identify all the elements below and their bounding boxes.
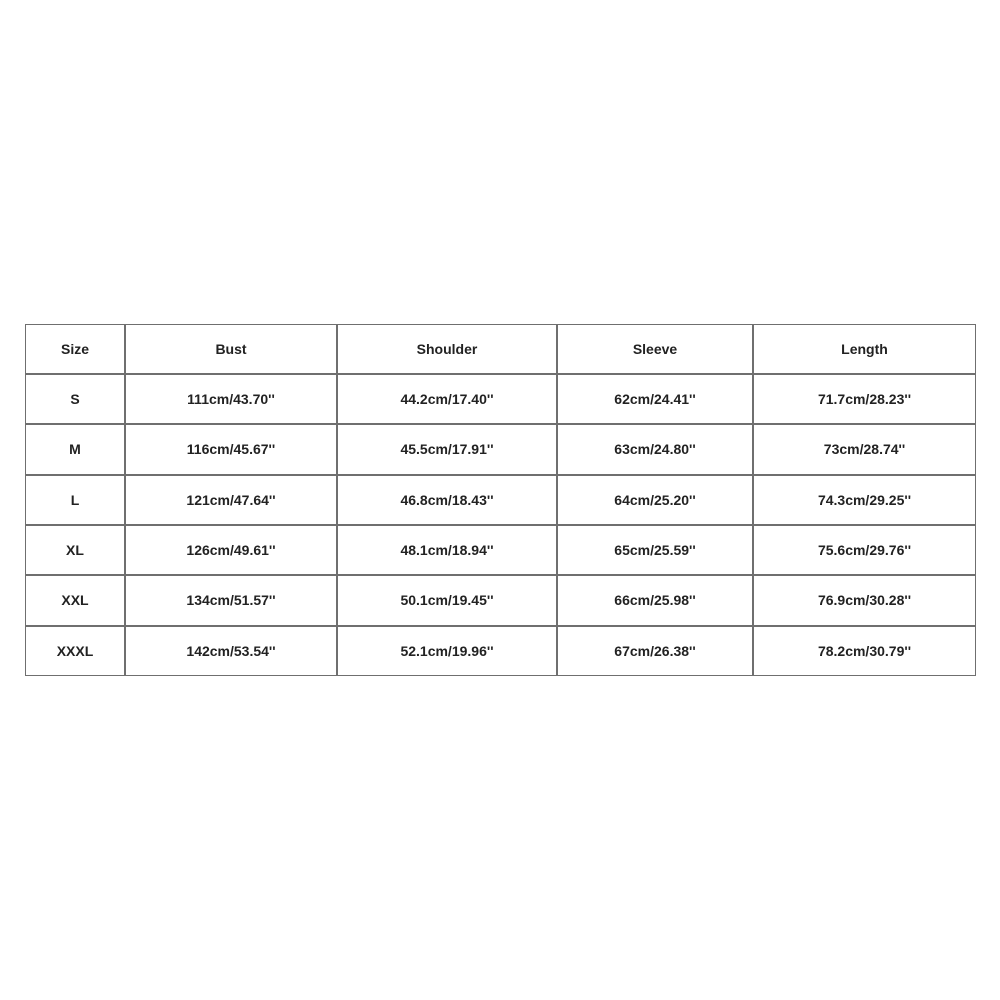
cell-shoulder: 48.1cm/18.94'' — [338, 526, 558, 576]
table-row — [26, 476, 976, 526]
cell-length: 76.9cm/30.28'' — [754, 576, 976, 626]
cell-size: XL — [26, 526, 126, 576]
cell-size: L — [26, 476, 126, 526]
cell-length: 75.6cm/29.76'' — [754, 526, 976, 576]
cell-size: M — [26, 425, 126, 475]
cell-sleeve: 62cm/24.41'' — [558, 375, 754, 425]
header-sleeve: Sleeve — [558, 325, 754, 375]
cell-bust: 126cm/49.61'' — [126, 526, 338, 576]
cell-bust: 111cm/43.70'' — [126, 375, 338, 425]
table-row — [26, 425, 976, 475]
table-header-row — [26, 325, 976, 375]
table-row — [26, 576, 976, 626]
cell-shoulder: 46.8cm/18.43'' — [338, 476, 558, 526]
cell-sleeve: 66cm/25.98'' — [558, 576, 754, 626]
header-size: Size — [26, 325, 126, 375]
cell-sleeve: 67cm/26.38'' — [558, 627, 754, 676]
cell-length: 71.7cm/28.23'' — [754, 375, 976, 425]
cell-shoulder: 45.5cm/17.91'' — [338, 425, 558, 475]
header-bust: Bust — [126, 325, 338, 375]
header-length: Length — [754, 325, 976, 375]
cell-size: S — [26, 375, 126, 425]
cell-sleeve: 65cm/25.59'' — [558, 526, 754, 576]
table-row — [26, 375, 976, 425]
cell-bust: 121cm/47.64'' — [126, 476, 338, 526]
cell-length: 73cm/28.74'' — [754, 425, 976, 475]
size-chart-table — [25, 324, 976, 676]
header-shoulder: Shoulder — [338, 325, 558, 375]
cell-bust: 142cm/53.54'' — [126, 627, 338, 676]
cell-shoulder: 50.1cm/19.45'' — [338, 576, 558, 626]
table-row — [26, 627, 976, 676]
table-row — [26, 526, 976, 576]
cell-size: XXXL — [26, 627, 126, 676]
cell-shoulder: 52.1cm/19.96'' — [338, 627, 558, 676]
cell-sleeve: 63cm/24.80'' — [558, 425, 754, 475]
cell-size: XXL — [26, 576, 126, 626]
cell-sleeve: 64cm/25.20'' — [558, 476, 754, 526]
cell-bust: 116cm/45.67'' — [126, 425, 338, 475]
cell-shoulder: 44.2cm/17.40'' — [338, 375, 558, 425]
cell-length: 78.2cm/30.79'' — [754, 627, 976, 676]
cell-bust: 134cm/51.57'' — [126, 576, 338, 626]
cell-length: 74.3cm/29.25'' — [754, 476, 976, 526]
